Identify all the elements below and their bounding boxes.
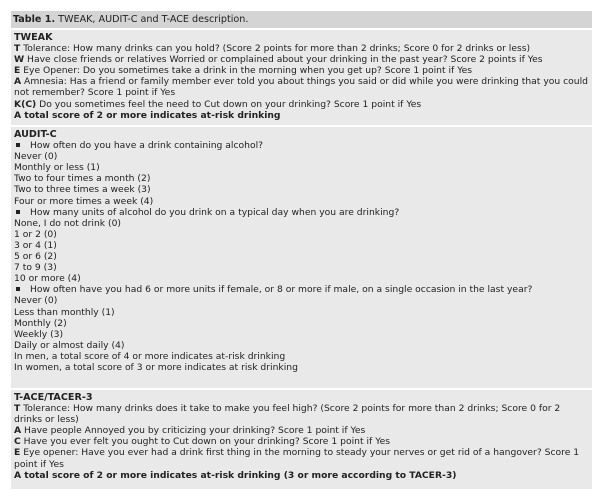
auditc-section [11, 127, 592, 388]
tweak-item-w: W Have close friends or relatives Worried or complained about your drinking in the past year? Score 2 points if Yes [14, 54, 543, 66]
tweak-item-t: T Tolerance: How many drinks can you hold? (Score 2 points for more than 2 drinks; Score 0 for 2 drinks or less) [14, 43, 531, 55]
auditc-question-3: How often have you had 6 or more units if female, or 8 or more if male, on a single occasion in the last year? [14, 284, 589, 295]
tweak-item-k: K(C) Do you sometimes feel the need to Cut down on your drinking? Score 1 point if Yes [14, 98, 422, 110]
tweak-item-e: E Eye Opener: Do you sometimes take a drink in the morning when you get up? Score 1 point if Yes [14, 65, 473, 77]
list-item: 3 or 4 (1) [14, 239, 57, 251]
list-item: Two to three times a week (3) [14, 184, 151, 196]
list-item: Daily or almost daily (4) [14, 339, 125, 351]
list-item: 10 or more (4) [14, 273, 81, 285]
tace-item-c: C Have you ever felt you ought to Cut down on your drinking? Score 1 point if Yes [14, 436, 391, 448]
list-item: Monthly (2) [14, 317, 67, 329]
tweak-section [11, 30, 592, 125]
tace-item-t: T Tolerance: How many drinks does it take to make you feel high? (Score 2 points for more than 2 drinks; Score 0 for 2 drinks or less) [14, 403, 561, 426]
caption-label: Table 1. [13, 14, 56, 25]
tace-section [11, 390, 592, 489]
list-item: 1 or 2 (0) [14, 228, 57, 240]
tace-item-e: E Eye opener: Have you ever had a drink first thing in the morning to steady your nerves or get rid of a hangover? Score 1 point if Yes [14, 447, 580, 470]
tweak-summary: A total score of 2 or more indicates at-risk drinking [14, 109, 281, 121]
list-item: 7 to 9 (3) [14, 262, 57, 274]
list-item: Monthly or less (1) [14, 162, 100, 174]
list-item: Two to four times a month (2) [14, 173, 151, 185]
caption-text: TWEAK, AUDIT-C and T-ACE description. [55, 14, 249, 25]
tweak-title: TWEAK [14, 32, 53, 43]
tace-summary: A total score of 2 or more indicates at-risk drinking (3 or more according to TACER-3) [14, 469, 457, 481]
list-item: Weekly (3) [14, 328, 64, 340]
bullet-icon [14, 140, 30, 151]
auditc-women-threshold: In women, a total score of 3 or more indicates at risk drinking [14, 361, 298, 373]
auditc-men-threshold: In men, a total score of 4 or more indicates at-risk drinking [14, 350, 286, 362]
bullet-icon [14, 207, 30, 218]
list-item: Never (0) [14, 295, 58, 307]
list-item: Never (0) [14, 151, 58, 163]
list-item: Four or more times a week (4) [14, 195, 154, 207]
auditc-title: AUDIT-C [14, 129, 57, 140]
list-item: Less than monthly (1) [14, 306, 115, 318]
tace-title: T-ACE/TACER-3 [14, 392, 93, 403]
tace-item-a: A Have people Annoyed you by criticizing your drinking? Score 1 point if Yes [14, 425, 366, 437]
bullet-icon [14, 284, 30, 295]
auditc-question-2: How many units of alcohol do you drink on a typical day when you are drinking? [14, 207, 589, 218]
auditc-question-1: How often do you have a drink containing alcohol? [14, 140, 589, 151]
tweak-item-a: A Amnesia: Has a friend or family member ever told you about things you said or did while you were drinking that you could not remember? Score 1 point if Yes [14, 76, 588, 99]
list-item: 5 or 6 (2) [14, 251, 57, 263]
list-item: None, I do not drink (0) [14, 217, 122, 229]
table-caption [11, 11, 592, 28]
